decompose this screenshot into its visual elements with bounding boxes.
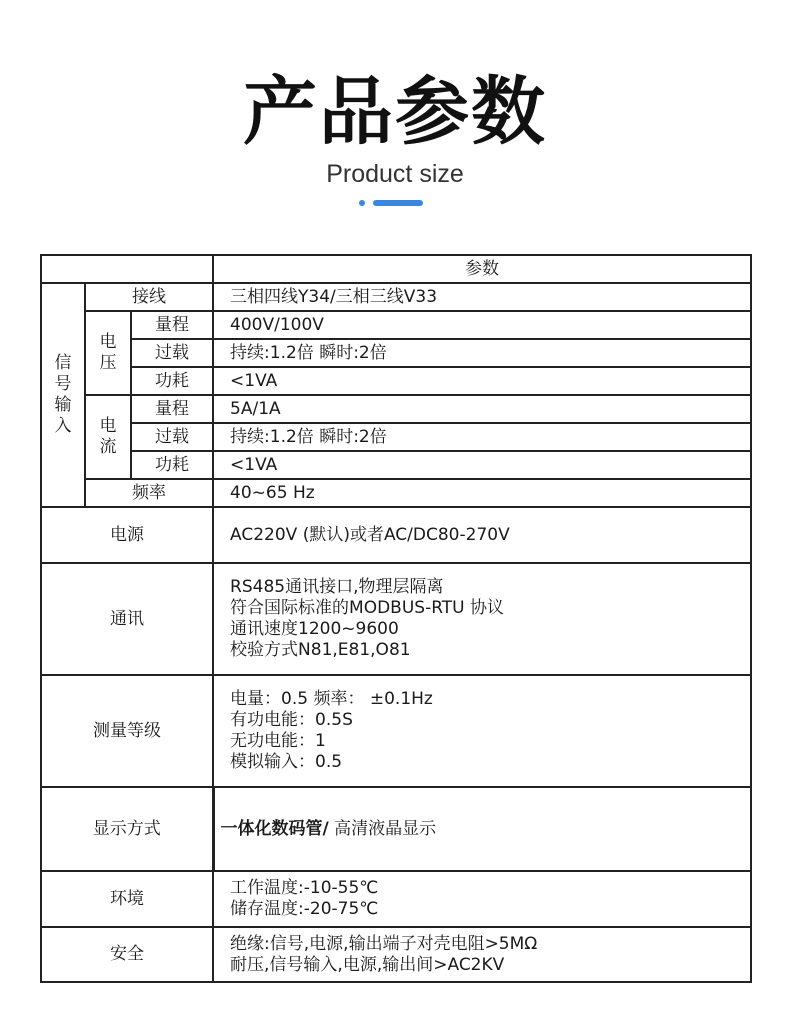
safety-value <box>213 927 751 982</box>
accuracy-line: 模拟输入：0.5 <box>230 752 343 772</box>
environment-line: 储存温度:-20-75℃ <box>230 899 379 919</box>
display-value <box>213 787 751 871</box>
frequency-value: 40~65 Hz <box>213 479 751 507</box>
voltage-label: 电 压 <box>85 311 131 395</box>
table-row <box>41 507 751 563</box>
safety-label: 安全 <box>41 927 213 982</box>
table-row <box>41 787 751 871</box>
current-overload-value: 持续:1.2倍 瞬时:2倍 <box>213 423 751 451</box>
table-row <box>41 871 751 927</box>
header-params-cell: 参数 <box>213 255 751 283</box>
table-row <box>41 927 751 982</box>
header-blank-cell <box>41 255 213 283</box>
display-value-bold: 一体化数码管/ <box>220 818 329 839</box>
table-row <box>41 339 751 367</box>
display-value-rest: 高清液晶显示 <box>328 818 437 839</box>
environment-line: 工作温度:-10-55℃ <box>230 878 379 898</box>
comm-line: 通讯速度1200~9600 <box>230 619 399 639</box>
accuracy-value <box>213 675 751 787</box>
power-label: 电源 <box>41 507 213 563</box>
comm-label: 通讯 <box>41 563 213 675</box>
current-overload-label: 过载 <box>131 423 213 451</box>
table-row <box>41 311 751 339</box>
table-row <box>41 451 751 479</box>
accuracy-line: 无功电能：1 <box>230 731 326 751</box>
environment-label: 环境 <box>41 871 213 927</box>
table-row <box>41 283 751 311</box>
comm-value <box>213 563 751 675</box>
wiring-label: 接线 <box>85 283 213 311</box>
frequency-label: 频率 <box>85 479 213 507</box>
current-range-value: 5A/1A <box>213 395 751 423</box>
safety-line: 绝缘:信号,电源,输出端子对壳电阻>5MΩ <box>230 933 538 954</box>
table-row <box>41 479 751 507</box>
spec-table <box>40 254 752 983</box>
accuracy-line: 有功电能：0.5S <box>230 710 353 730</box>
voltage-consumption-label: 功耗 <box>131 367 213 395</box>
wiring-value: 三相四线Y34/三相三线V33 <box>213 283 751 311</box>
table-row <box>41 395 751 423</box>
comm-line: RS485通讯接口,物理层隔离 <box>230 577 444 597</box>
page-subtitle: Product size <box>326 160 464 188</box>
accent-dash <box>373 200 423 206</box>
table-row <box>41 563 751 675</box>
current-consumption-value: <1VA <box>213 451 751 479</box>
current-consumption-label: 功耗 <box>131 451 213 479</box>
comm-line: 校验方式N81,E81,O81 <box>230 640 411 660</box>
voltage-overload-value: 持续:1.2倍 瞬时:2倍 <box>213 339 751 367</box>
voltage-range-value: 400V/100V <box>213 311 751 339</box>
accent-dot <box>359 200 365 206</box>
table-row <box>41 423 751 451</box>
comm-line: 符合国际标准的MODBUS-RTU 协议 <box>230 598 505 618</box>
signal-input-label: 信 号 输 入 <box>41 283 85 507</box>
voltage-range-label: 量程 <box>131 311 213 339</box>
current-label: 电 流 <box>85 395 131 479</box>
safety-line: 耐压,信号输入,电源,输出间>AC2KV <box>230 954 505 975</box>
page-title: 产品参数 <box>243 69 547 155</box>
display-label: 显示方式 <box>41 787 213 871</box>
table-header-row <box>41 255 751 283</box>
power-value: AC220V (默认)或者AC/DC80-270V <box>213 507 751 563</box>
current-range-label: 量程 <box>131 395 213 423</box>
voltage-overload-label: 过载 <box>131 339 213 367</box>
accuracy-line: 电量：0.5 频率： ±0.1Hz <box>230 689 433 709</box>
table-row <box>41 675 751 787</box>
accuracy-label: 测量等级 <box>41 675 213 787</box>
voltage-consumption-value: <1VA <box>213 367 751 395</box>
table-row <box>41 367 751 395</box>
environment-value <box>213 871 751 927</box>
